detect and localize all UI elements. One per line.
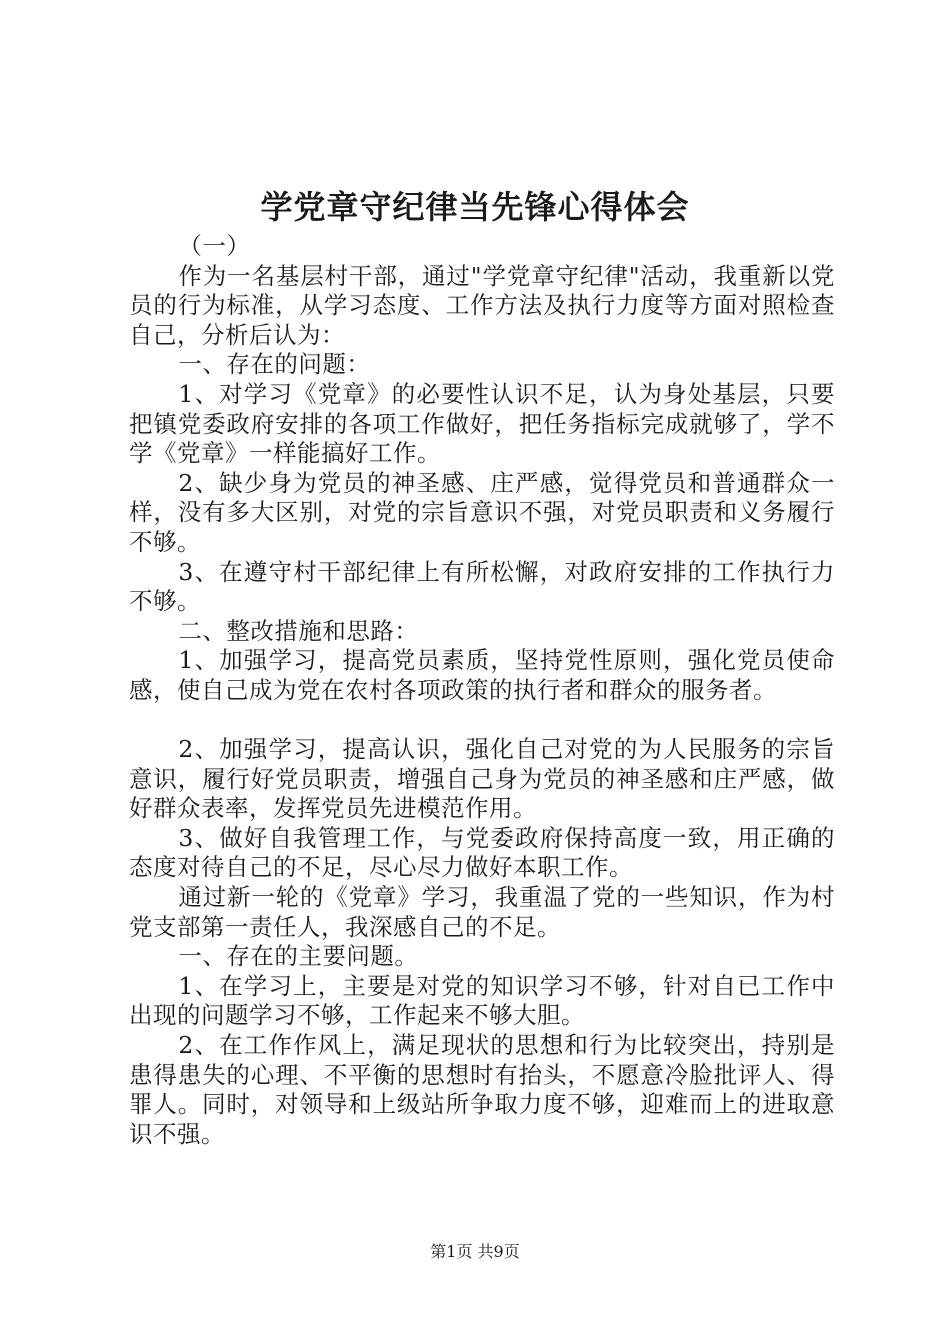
paragraph: 2、在工作作风上，满足现状的思想和行为比较突出，持别是患得患失的心理、不平衡的思想时有抬头，不愿意冷脸批评人、得罪人。同时，对领导和上级站所争取力度不够，迎难而上的进取意识不强。 [129,1031,835,1148]
section-heading: 二、整改措施和思路： [178,616,419,645]
paragraph: 2、缺少身为党员的神圣感、庄严感，觉得党员和普通群众一样，没有多大区别，对党的宗旨意识不强，对党员职责和义务履行不够。 [129,468,835,556]
document-body [129,232,835,1149]
paragraph: 2、加强学习，提高认识，强化自己对党的为人民服务的宗旨意识，履行好党员职责，增强自己身为党员的神圣感和庄严感，做好群众表率，发挥党员先进模范作用。 [129,735,835,823]
paragraph: 1、在学习上，主要是对党的知识学习不够，针对自已工作中出现的问题学习不够，工作起来不够大胆。 [129,971,835,1030]
section-heading: 一、存在的主要问题。 [178,942,419,971]
section-heading: 一、存在的问题： [178,350,371,379]
paragraph: 通过新一轮的《党章》学习，我重温了党的一些知识，作为村党支部第一责任人，我深感自己的不足。 [129,883,835,941]
page-number-footer: 第1页 共9页 [430,1242,520,1261]
paragraph: 1、加强学习，提高党员素质，坚持党性原则，强化党员使命感，使自己成为党在农村各项政策的执行者和群众的服务者。 [129,646,835,704]
document-title: 学党章守纪律当先锋心得体会 [260,188,690,226]
paragraph: 作为一名基层村干部，通过"学党章守纪律"活动，我重新以党员的行为标准，从学习态度、工作方法及执行力度等方面对照检查自己，分析后认为： [129,261,835,349]
paragraph: 3、在遵守村干部纪律上有所松懈，对政府安排的工作执行力不够。 [129,557,835,616]
paragraph: 3、做好自我管理工作，与党委政府保持高度一致，用正确的态度对待自己的不足，尽心尽力做好本职工作。 [129,823,835,882]
paragraph: （一） [178,232,251,260]
paragraph: 1、对学习《党章》的必要性认识不足，认为身处基层，只要把镇党委政府安排的各项工作做好，把任务指标完成就够了，学不学《党章》一样能搞好工作。 [129,379,835,468]
